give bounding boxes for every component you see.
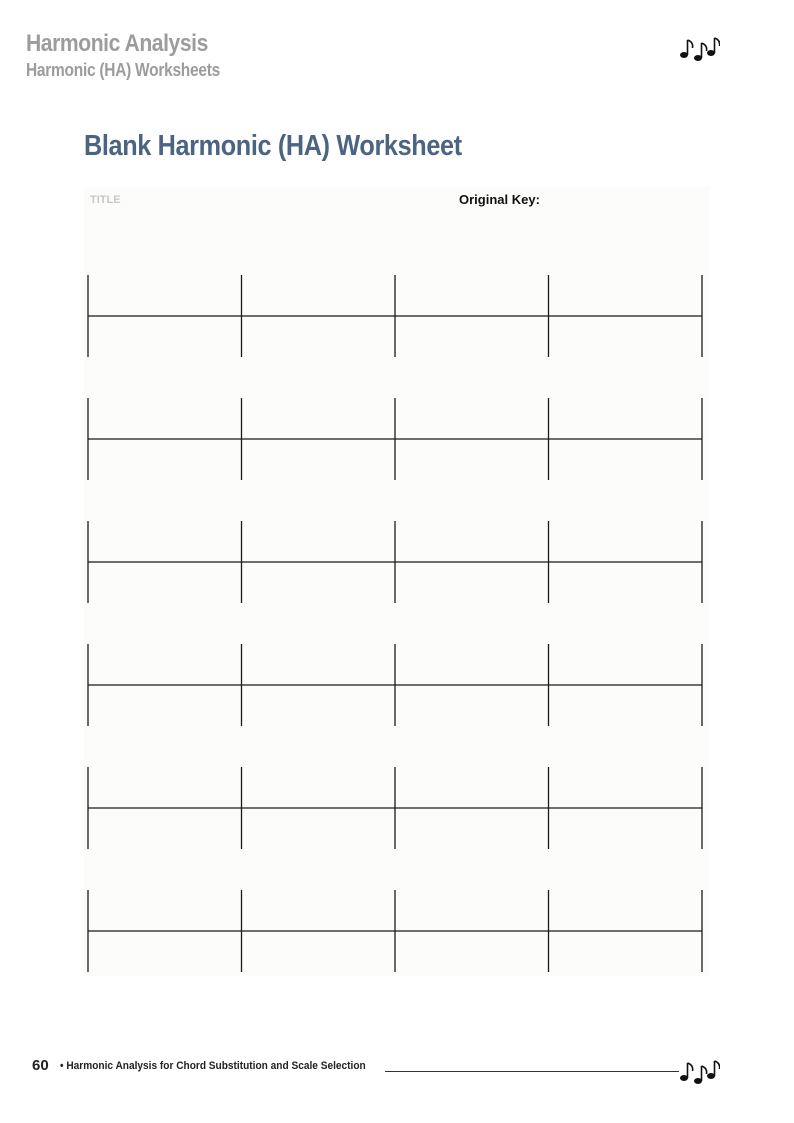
footer-text: • Harmonic Analysis for Chord Substitution and Scale Selection xyxy=(60,1060,366,1072)
chord-system xyxy=(88,521,702,603)
chord-system xyxy=(88,398,702,480)
page-title: Blank Harmonic (HA) Worksheet xyxy=(84,130,462,162)
chord-system xyxy=(88,767,702,849)
footer-rule xyxy=(385,1071,679,1072)
chord-system xyxy=(88,890,702,972)
music-notes-icon xyxy=(676,1057,720,1085)
footer-page-number: 60 xyxy=(32,1057,49,1074)
chord-system xyxy=(88,644,702,726)
header-subtitle: Harmonic (HA) Worksheets xyxy=(26,60,220,80)
chord-system xyxy=(88,275,702,357)
header-title: Harmonic Analysis xyxy=(26,30,208,57)
original-key-label: Original Key: xyxy=(459,192,540,207)
worksheet-title-label: TITLE xyxy=(90,194,121,206)
